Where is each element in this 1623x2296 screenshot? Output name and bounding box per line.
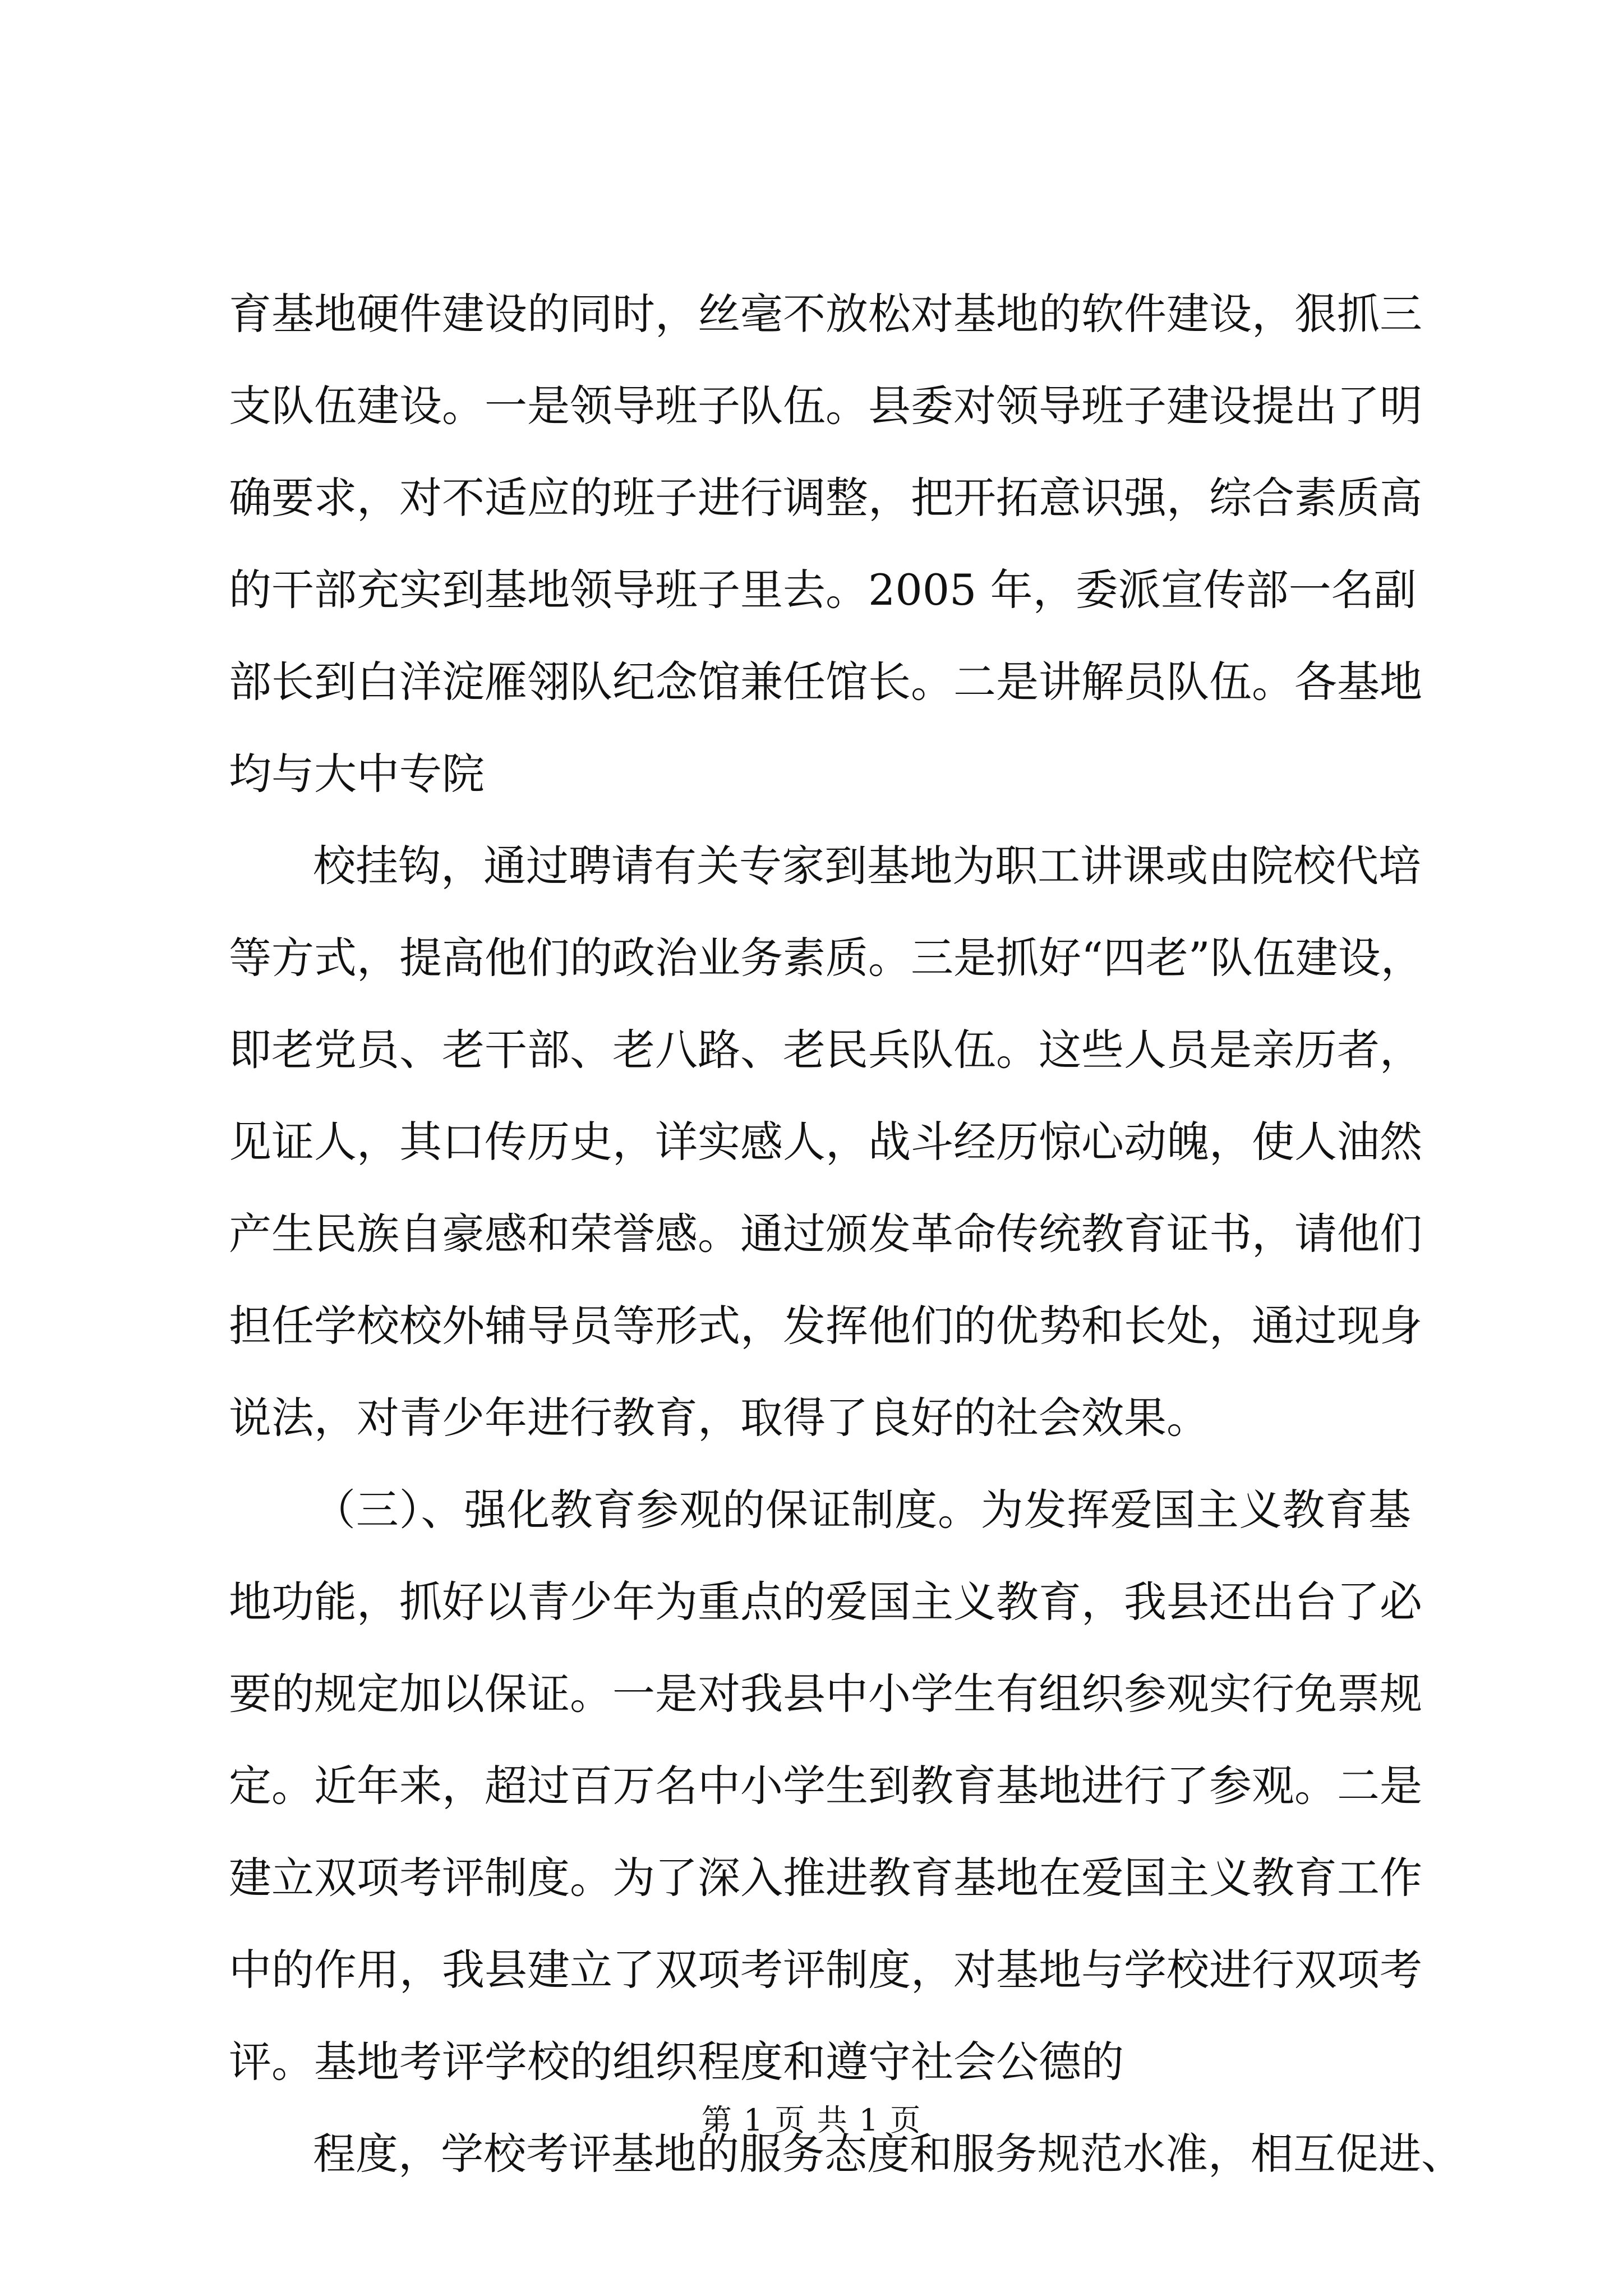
text-line: 育基地硬件建设的同时，丝毫不放松对基地的软件建设，狠抓三 bbox=[229, 289, 1422, 339]
text-line: 程度，学校考评基地的服务态度和服务规范水准，相互促进、 bbox=[313, 2129, 1464, 2179]
text-line: 说法，对青少年进行教育，取得了良好的社会效果。 bbox=[229, 1393, 1209, 1443]
text-line: 支队伍建设。一是领导班子队伍。县委对领导班子建设提出了明 bbox=[229, 381, 1422, 431]
text-line: 的干部充实到基地领导班子里去。2005 年，委派宣传部一名副 bbox=[229, 565, 1417, 615]
text-line: 等方式，提高他们的政治业务素质。三是抓好“四老”队伍建设， bbox=[229, 933, 1423, 983]
text-line: 中的作用，我县建立了双项考评制度，对基地与学校进行双项考 bbox=[229, 1945, 1422, 1995]
text-line: 即老党员、老干部、老八路、老民兵队伍。这些人员是亲历者， bbox=[229, 1025, 1422, 1075]
text-line: 确要求，对不适应的班子进行调整，把开拓意识强，综合素质高 bbox=[229, 473, 1422, 523]
text-line: 见证人，其口传历史，详实感人，战斗经历惊心动魄，使人油然 bbox=[229, 1117, 1422, 1167]
text-line: 要的规定加以保证。一是对我县中小学生有组织参观实行免票规 bbox=[229, 1669, 1422, 1719]
document-body bbox=[229, 268, 1464, 2200]
text-line: 均与大中专院 bbox=[229, 749, 485, 799]
text-line: 建立双项考评制度。为了深入推进教育基地在爱国主义教育工作 bbox=[229, 1853, 1422, 1903]
text-line: 定。近年来，超过百万名中小学生到教育基地进行了参观。二是 bbox=[229, 1761, 1422, 1811]
text-line: 部长到白洋淀雁翎队纪念馆兼任馆长。二是讲解员队伍。各基地 bbox=[229, 657, 1422, 707]
text-line: 担任学校校外辅导员等形式，发挥他们的优势和长处，通过现身 bbox=[229, 1301, 1422, 1351]
text-line: 地功能，抓好以青少年为重点的爱国主义教育，我县还出台了必 bbox=[229, 1577, 1422, 1627]
page-number-footer: 第 1 页 共 1 页 bbox=[701, 2102, 922, 2138]
text-line: （三）、强化教育参观的保证制度。为发挥爱国主义教育基 bbox=[313, 1485, 1411, 1535]
text-line: 产生民族自豪感和荣誉感。通过颁发革命传统教育证书，请他们 bbox=[229, 1209, 1422, 1259]
text-line: 评。基地考评学校的组织程度和遵守社会公德的 bbox=[229, 2037, 1124, 2087]
text-line: 校挂钩，通过聘请有关专家到基地为职工讲课或由院校代培 bbox=[313, 841, 1421, 891]
